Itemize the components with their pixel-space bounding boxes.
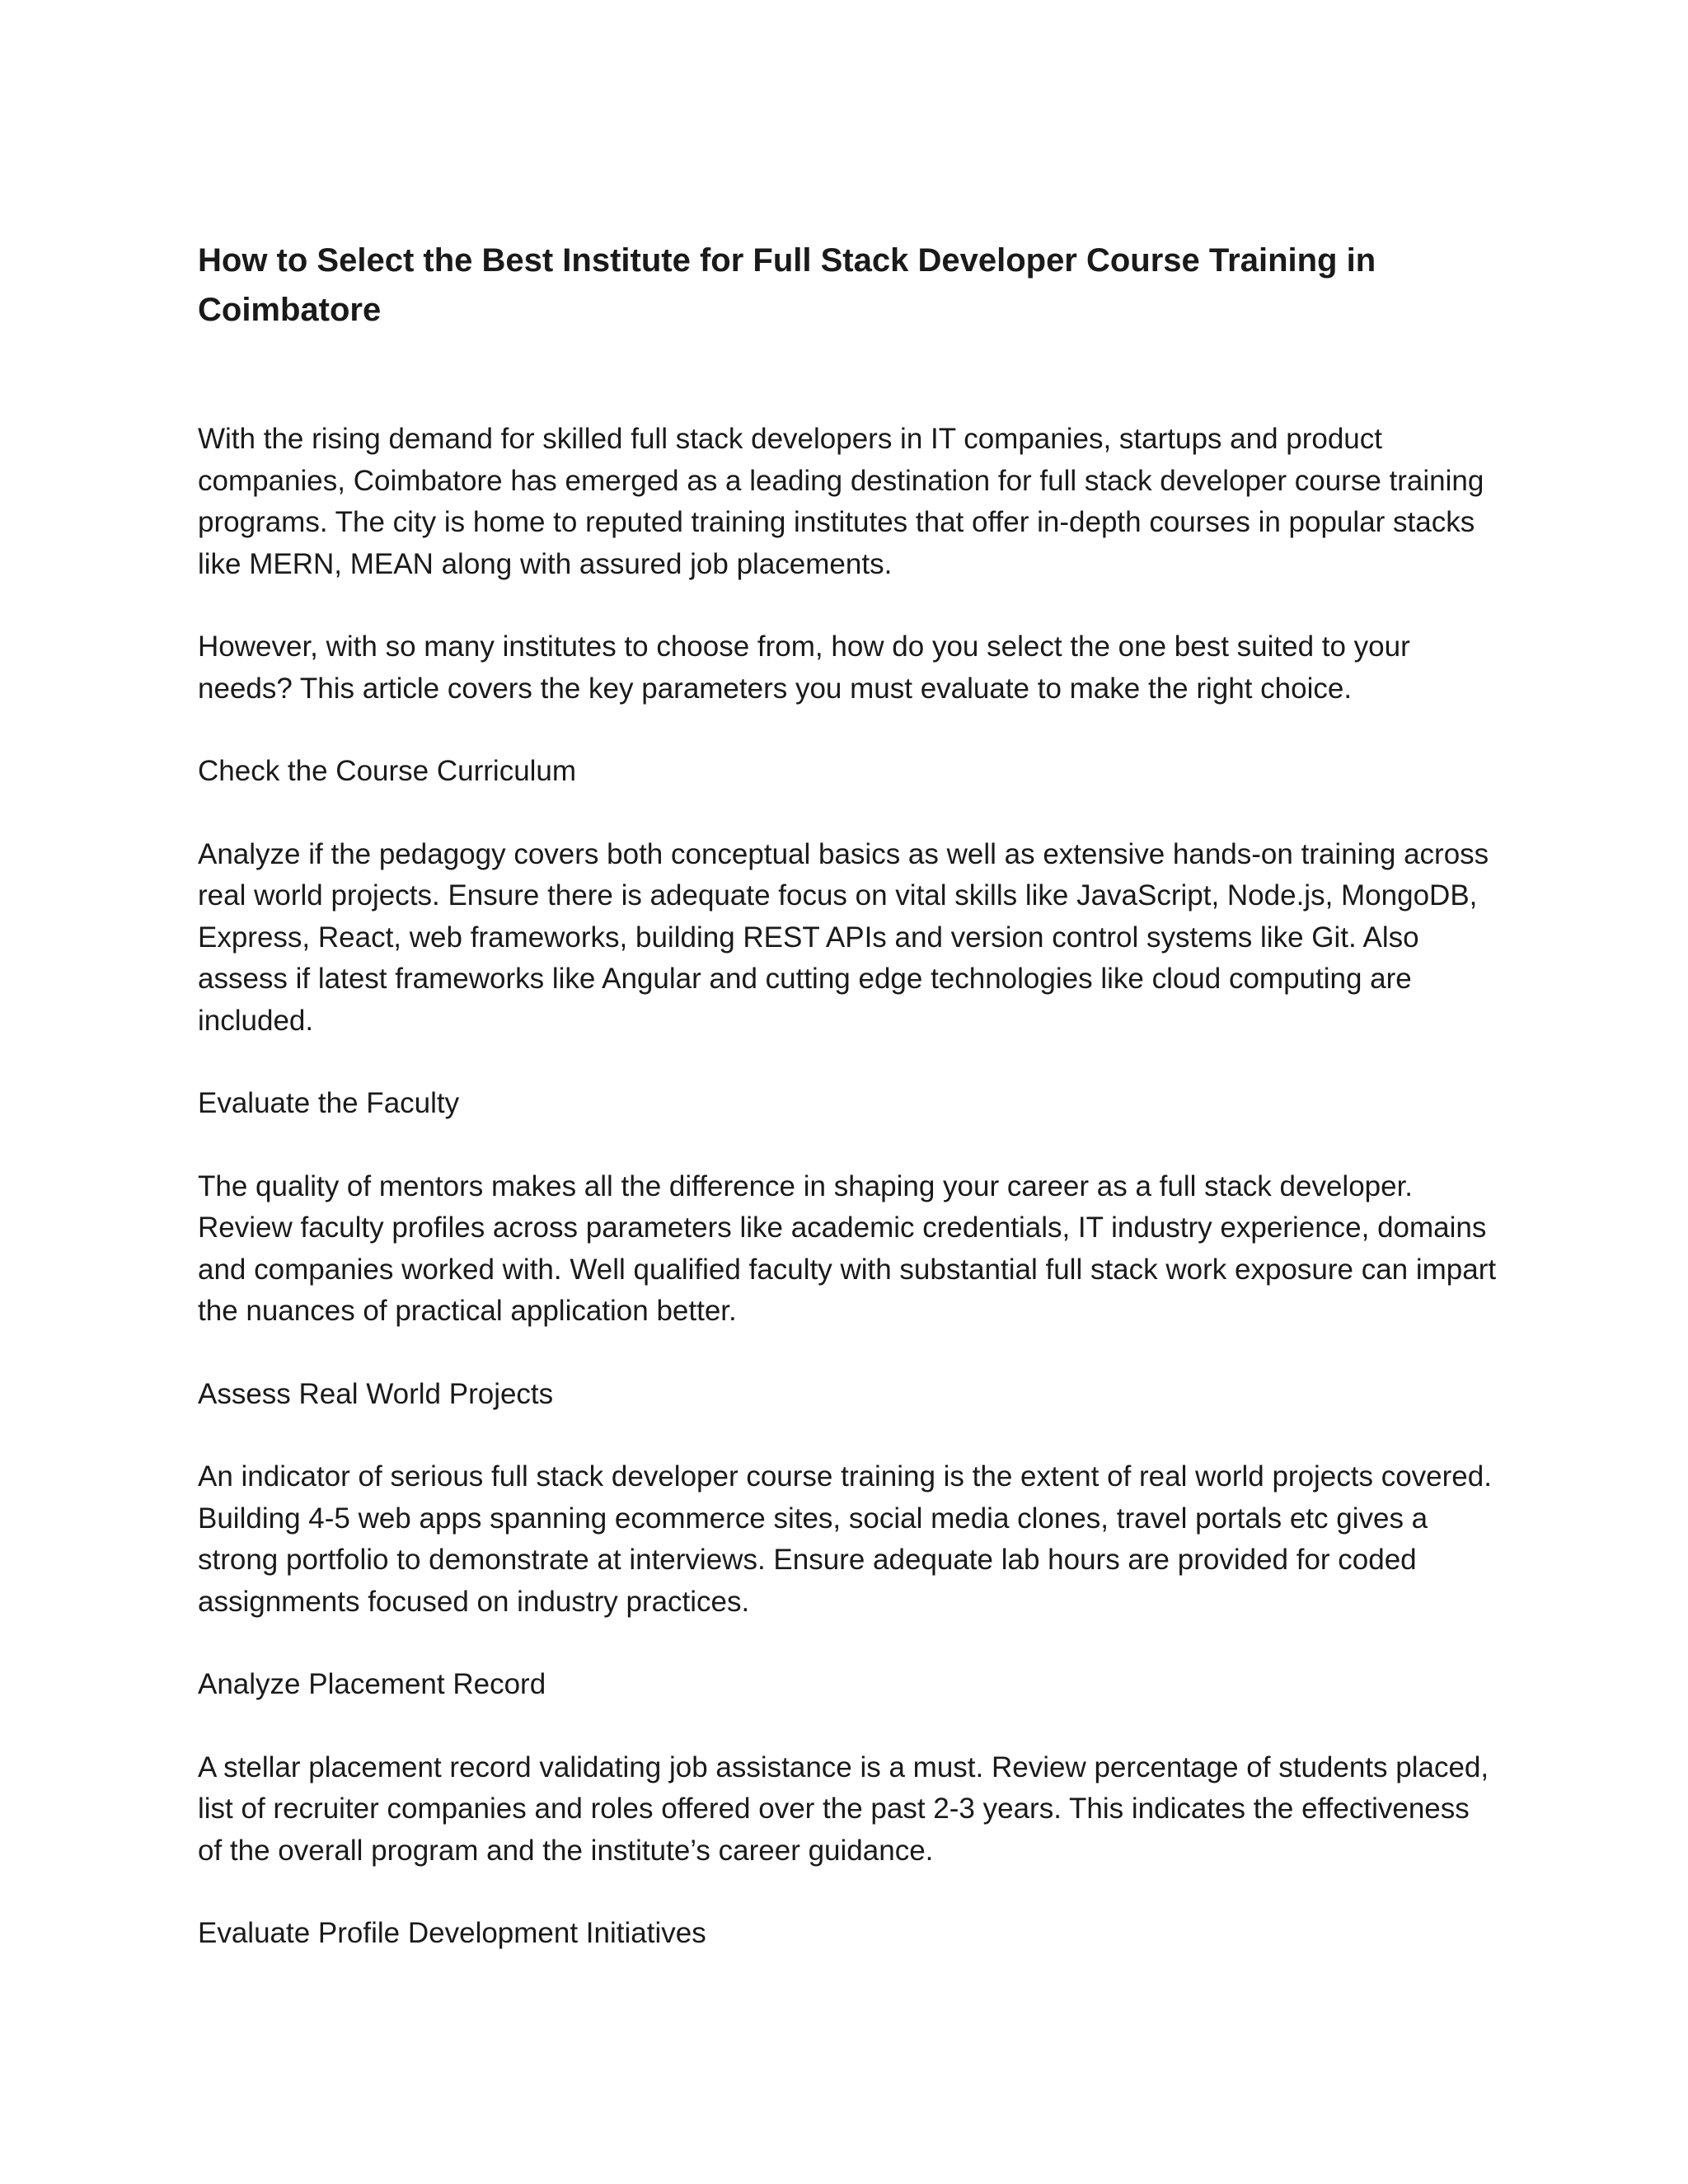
section-heading-faculty: Evaluate the Faculty <box>198 1087 460 1119</box>
section-heading-placement: Analyze Placement Record <box>198 1668 546 1700</box>
intro-question-paragraph: However, with so many institutes to choose from, how do you select the one best suited to your needs? This article covers the key parameters you must evaluate to make the right choice. <box>198 630 1410 705</box>
curriculum-paragraph: Analyze if the pedagogy covers both conceptual basics as well as extensive hands-on training across real world projects. Ensure there is adequate focus on vital skills like JavaScript, Node.js, MongoDB, Express, React, web frameworks, building REST APIs and version control systems like Git. Also assess if latest frameworks like Angular and cutting edge technologies like cloud computing are included. <box>198 837 1489 1037</box>
projects-paragraph: An indicator of serious full stack developer course training is the extent of real world projects covered. Building 4-5 web apps spanning ecommerce sites, social media clones, travel portals etc gives a strong portfolio to demonstrate at interviews. Ensure adequate lab hours are provided for coded assignments focused on industry practices. <box>198 1460 1492 1618</box>
section-heading-projects: Assess Real World Projects <box>198 1377 554 1410</box>
faculty-paragraph: The quality of mentors makes all the difference in shaping your career as a full stack developer. Review faculty profiles across parameters like academic credentials, IT industry experience, domains and companies worked with. Well qualified faculty with substantial full stack work exposure can impart the nuances of practical application better. <box>198 1169 1497 1327</box>
section-heading-curriculum: Check the Course Curriculum <box>198 755 577 787</box>
placement-paragraph: A stellar placement record validating job assistance is a must. Review percentage of students placed, list of recruiter companies and roles offered over the past 2-3 years. This indicates the effectiveness of the overall program and the institute’s career guidance. <box>198 1750 1489 1867</box>
document-body <box>198 236 1500 1996</box>
intro-paragraph: With the rising demand for skilled full stack developers in IT companies, startups and product companies, Coimbatore has emerged as a leading destination for full stack developer course training programs. The city is home to reputed training institutes that offer in-depth courses in popular stacks like MERN, MEAN along with assured job placements. <box>198 423 1484 580</box>
section-heading-profile-development: Evaluate Profile Development Initiatives <box>198 1917 706 1949</box>
document-title: How to Select the Best Institute for Full Stack Developer Course Training in Coimbatore <box>198 242 1376 328</box>
